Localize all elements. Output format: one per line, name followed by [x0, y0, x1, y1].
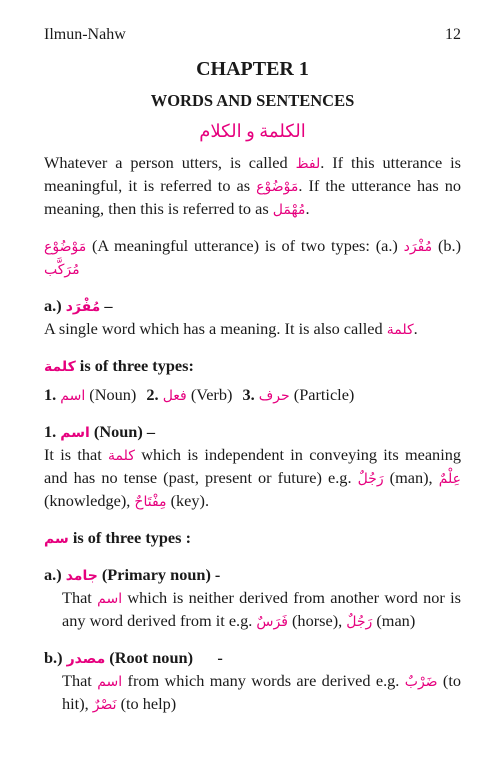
arabic-term: اسم [97, 591, 123, 607]
arabic-term: مَوْضُوْع [44, 239, 87, 255]
arabic-term: مَوْضُوْع [256, 179, 299, 195]
heading-text: is of three types : [68, 528, 191, 547]
jamid-heading [44, 564, 461, 587]
arabic-term: عِلْمٌ [438, 471, 461, 487]
item-label: (Particle) [289, 385, 355, 404]
item-number: 2. [146, 385, 159, 404]
arabic-term: رَجُلٌ [357, 471, 384, 487]
item-number: 1. [44, 385, 57, 404]
section-label: a.) [44, 565, 66, 584]
paragraph-masdar [44, 670, 461, 716]
text: (b.) [432, 236, 462, 255]
arabic-term: مِفْتَاحٌ [134, 494, 167, 510]
arabic-term: جامد [65, 568, 98, 584]
noun-heading [44, 421, 461, 444]
page-number: 12 [445, 26, 461, 43]
arabic-title: الكلمة و الكلام [199, 121, 306, 141]
text: Whatever a person utters, is called [44, 153, 296, 172]
arabic-term: اسم [97, 674, 123, 690]
heading-text: is of three types: [75, 356, 194, 375]
arabic-term: فعل [162, 388, 187, 404]
text: from which many words are derived e.g. [122, 671, 405, 690]
text: A single word which has a meaning. It is also called [44, 319, 387, 338]
text: (to hit), [62, 671, 462, 713]
masdar-heading [44, 647, 461, 670]
chapter-subtitle: WORDS AND SENTENCES [150, 91, 355, 110]
arabic-term: كلمة [108, 448, 135, 464]
book-title: Ilmun-Nahw [44, 26, 126, 43]
text: It is that [44, 445, 109, 464]
section-label: a.) [44, 296, 66, 315]
heading-text: (Root noun) - [105, 648, 223, 667]
text: . If this utterance is meaningful, it is referred to as [44, 153, 461, 195]
item-label: (Noun) [85, 385, 141, 404]
arabic-term: مُهْمَل [272, 202, 306, 218]
paragraph-jamid [44, 587, 461, 633]
arabic-term: مُفْرَد [403, 239, 433, 255]
text: (to help) [116, 694, 177, 713]
text: . [413, 319, 418, 338]
paragraph-noun [44, 444, 461, 513]
dash: – [100, 296, 113, 315]
heading-text: (Primary noun) - [97, 565, 221, 584]
section-label: 1. [44, 422, 61, 441]
arabic-term: مُرَكَّب [44, 262, 80, 278]
arabic-term: ضَرْبٌ [404, 674, 438, 690]
heading-text: (Noun) – [89, 422, 155, 441]
text: (A meaningful utterance) is of two types: (a.) [86, 236, 404, 255]
paragraph-mawdu [44, 235, 461, 281]
chapter-heading: CHAPTER 1 [196, 58, 309, 80]
text: (man), [383, 468, 439, 487]
text: (key). [166, 491, 210, 510]
text: (man) [372, 611, 416, 630]
kalima-types-heading [44, 355, 461, 378]
arabic-term: فَرَسٌ [256, 614, 288, 630]
section-label: b.) [44, 648, 67, 667]
text: That [62, 588, 98, 607]
arabic-term: كلمة [386, 322, 414, 338]
types-list [44, 384, 461, 407]
text: That [62, 671, 98, 690]
text: (horse), [287, 611, 347, 630]
arabic-term: مصدر [66, 651, 106, 667]
text: which is independent in conveying its meaning and has no tense (past, present or future) e.g. [44, 445, 462, 487]
arabic-term: اسم [60, 388, 86, 404]
section-mufrad-heading [44, 295, 461, 318]
arabic-term: كلمة [44, 359, 76, 375]
text: . [305, 199, 310, 218]
arabic-term: لفظ [295, 156, 321, 172]
text: . If the utterance has no meaning, then this is referred to as [44, 176, 462, 218]
paragraph-lafz [44, 152, 461, 221]
item-number: 3. [242, 385, 255, 404]
paragraph-mufrad [44, 318, 461, 341]
arabic-term: حرف [258, 388, 290, 404]
arabic-term: سم [44, 531, 69, 547]
arabic-term: نَصْرٌ [92, 697, 117, 713]
running-header [44, 0, 461, 44]
arabic-term: اسم [60, 425, 90, 441]
ism-types-heading [44, 527, 461, 550]
arabic-term: مُفْرَد [65, 299, 101, 315]
text: which is neither derived from another word nor is any word derived from it e.g. [62, 588, 462, 630]
arabic-term: رَجُلٌ [346, 614, 373, 630]
item-label: (Verb) [186, 385, 237, 404]
text: (knowledge), [44, 491, 135, 510]
